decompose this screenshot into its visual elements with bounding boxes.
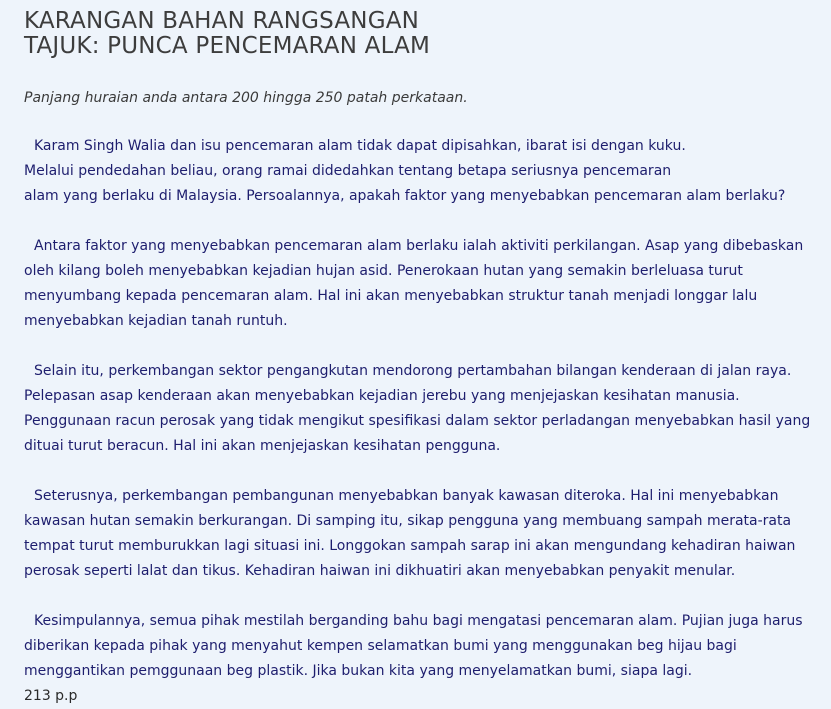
- paragraph-line: menyumbang kepada pencemaran alam. Hal ini akan menyebabkan struktur tanah menjadi longgar lalu: [24, 288, 758, 304]
- paragraph-line: oleh kilang boleh menyebabkan kejadian hujan asid. Penerokaan hutan yang semakin berleluasa turut: [24, 263, 743, 279]
- page-title: [24, 9, 430, 59]
- paragraph-line: Kesimpulannya, semua pihak mestilah berganding bahu bagi mengatasi pencemaran alam. Pujian juga harus: [34, 613, 803, 629]
- paragraph-line: alam yang berlaku di Malaysia. Persoalannya, apakah faktor yang menyebabkan pencemaran alam berlaku?: [24, 188, 786, 204]
- paragraph-line: Pelepasan asap kenderaan akan menyebabkan kejadian jerebu yang menjejaskan kesihatan manusia.: [24, 388, 740, 404]
- paragraph-line: menyebabkan kejadian tanah runtuh.: [24, 313, 288, 329]
- paragraph-introduction: [24, 134, 785, 209]
- paragraph-line: Penggunaan racun perosak yang tidak mengikut spesifikasi dalam sektor perladangan menyebabkan hasil yang: [24, 413, 811, 429]
- paragraph-factor-development: [24, 484, 795, 584]
- paragraph-factor-transport: [24, 359, 810, 459]
- paragraph-line: diberikan kepada pihak yang menyahut kempen selamatkan bumi yang menggunakan beg hijau bagi: [24, 638, 737, 654]
- paragraph-line: menggantikan pemggunaan beg plastik. Jika bukan kita yang menyelamatkan bumi, siapa lagi.: [24, 663, 693, 679]
- paragraph-line: Antara faktor yang menyebabkan pencemaran alam berlaku ialah aktiviti perkilangan. Asap yang dibebaskan: [34, 238, 804, 254]
- paragraph-conclusion: [24, 609, 803, 684]
- paragraph-line: kawasan hutan semakin berkurangan. Di samping itu, sikap pengguna yang membuang sampah merata-rata: [24, 513, 792, 529]
- paragraph-line: Karam Singh Walia dan isu pencemaran alam tidak dapat dipisahkan, ibarat isi dengan kuku.: [34, 138, 686, 154]
- paragraph-line: dituai turut beracun. Hal ini akan menjejaskan kesihatan pengguna.: [24, 438, 501, 454]
- paragraph-line: Selain itu, perkembangan sektor pengangkutan mendorong pertambahan bilangan kenderaan di jalan raya.: [34, 363, 792, 379]
- instruction-text: Panjang huraian anda antara 200 hingga 250 patah perkataan.: [24, 90, 468, 106]
- paragraph-factor-industry: [24, 234, 803, 334]
- title-line-2: TAJUK: PUNCA PENCEMARAN ALAM: [24, 33, 431, 59]
- paragraph-line: tempat turut memburukkan lagi situasi ini. Longgokan sampah sarap ini akan mengundang kehadiran haiwan: [24, 538, 796, 554]
- word-count: 213 p.p: [24, 688, 78, 704]
- paragraph-line: Melalui pendedahan beliau, orang ramai didedahkan tentang betapa seriusnya pencemaran: [24, 163, 672, 179]
- title-line-1: KARANGAN BAHAN RANGSANGAN: [24, 8, 420, 34]
- paragraph-line: Seterusnya, perkembangan pembangunan menyebabkan banyak kawasan diteroka. Hal ini menyebabkan: [34, 488, 779, 504]
- paragraph-line: perosak seperti lalat dan tikus. Kehadiran haiwan ini dikhuatiri akan menyebabkan penyakit menular.: [24, 563, 736, 579]
